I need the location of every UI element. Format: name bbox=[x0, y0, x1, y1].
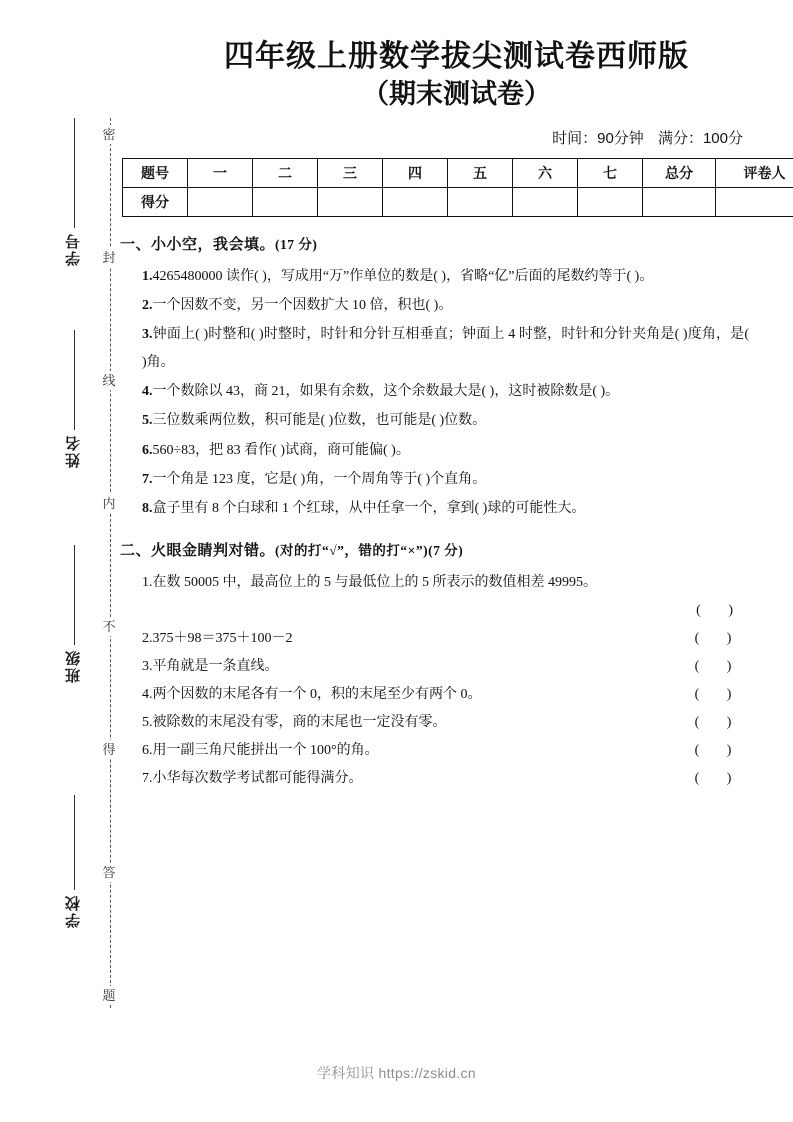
score-table-col-3: 三 bbox=[318, 158, 383, 187]
score-table-head-label: 题号 bbox=[123, 158, 188, 187]
question-text bbox=[142, 737, 689, 765]
seal-char: 内 bbox=[102, 496, 116, 511]
answer-bracket[interactable]: ( ) bbox=[694, 630, 744, 646]
score-cell-7[interactable] bbox=[578, 187, 643, 216]
question-item bbox=[120, 495, 749, 522]
section-true-false bbox=[120, 539, 793, 793]
question-text bbox=[142, 709, 689, 737]
question-text bbox=[142, 681, 689, 709]
true-false-list bbox=[120, 569, 749, 793]
question-number: 4. bbox=[142, 686, 153, 702]
question-text bbox=[142, 765, 689, 793]
answer-bracket[interactable]: ( ) bbox=[694, 658, 744, 674]
question-text: 一个数除以 43，商 21，如果有余数，这个余数最大是( )，这时被除数是( )。 bbox=[152, 384, 620, 400]
section-2-heading: 二、火眼金睛判对错。 bbox=[120, 542, 276, 559]
student-id-field[interactable] bbox=[52, 118, 96, 266]
page-subtitle: （期末测试卷） bbox=[362, 79, 551, 110]
question-body: 两个因数的末尾各有一个 0，积的末尾至少有两个 0。 bbox=[152, 686, 482, 702]
question-number: 5. bbox=[142, 714, 153, 730]
question-number: 1. bbox=[142, 268, 153, 284]
question-number: 3. bbox=[142, 658, 153, 674]
question-text: 560÷83，把 83 看作( )试商，商可能偏( )。 bbox=[152, 442, 410, 458]
score-table bbox=[122, 158, 793, 217]
score-table-score-label: 得分 bbox=[123, 187, 188, 216]
seal-char: 封 bbox=[102, 250, 116, 265]
section-fill-in-blanks bbox=[120, 233, 793, 523]
question-item bbox=[120, 437, 749, 464]
question-number: 7. bbox=[142, 770, 153, 786]
question-body: 小华每次数学考试都可能得满分。 bbox=[152, 770, 363, 786]
question-text: 一个角是 123 度，它是( )角，一个周角等于( )个直角。 bbox=[152, 471, 487, 487]
seal-character-column bbox=[97, 125, 121, 1005]
question-text: 在数 50005 中，最高位上的 5 与最低位上的 5 所表示的数值相差 49995。 bbox=[152, 574, 597, 590]
student-name-field[interactable] bbox=[52, 330, 96, 468]
question-item bbox=[120, 378, 749, 405]
class-label: 班级 bbox=[65, 649, 82, 683]
list-item bbox=[120, 709, 749, 737]
table-row-scores bbox=[123, 187, 793, 216]
question-body: 平角就是一条直线。 bbox=[152, 658, 279, 674]
score-cell-6[interactable] bbox=[513, 187, 578, 216]
student-id-write-rule bbox=[74, 118, 75, 228]
section-1-title bbox=[120, 233, 749, 254]
score-cell-2[interactable] bbox=[253, 187, 318, 216]
question-body: 被除数的末尾没有零，商的末尾也一定没有零。 bbox=[152, 714, 447, 730]
list-item bbox=[120, 765, 749, 793]
score-table-col-1: 一 bbox=[188, 158, 253, 187]
answer-bracket[interactable]: ( ) bbox=[694, 686, 744, 702]
score-table-total-label: 总分 bbox=[643, 158, 716, 187]
score-table-col-6: 六 bbox=[513, 158, 578, 187]
question-number: 6. bbox=[142, 742, 153, 758]
seal-char: 线 bbox=[102, 373, 116, 388]
student-name-label: 姓名 bbox=[65, 434, 82, 468]
class-write-rule bbox=[74, 545, 75, 645]
question-number: 4. bbox=[142, 384, 153, 400]
question-number: 3. bbox=[142, 327, 153, 343]
question-body: 用一副三角尺能拼出一个 100°的角。 bbox=[152, 742, 379, 758]
question-text: 4265480000 读作( )，写成用“万”作单位的数是( )，省略“亿”后面的尾数约等于( )。 bbox=[152, 268, 654, 284]
seal-char: 得 bbox=[102, 742, 116, 757]
page-title: 四年级上册数学拔尖测试卷西师版 bbox=[224, 40, 689, 73]
seal-char: 题 bbox=[102, 988, 116, 1003]
question-item bbox=[120, 292, 749, 319]
score-table-wrapper bbox=[120, 158, 793, 217]
list-item bbox=[120, 681, 749, 709]
score-cell-rater[interactable] bbox=[716, 187, 793, 216]
seal-margin-area bbox=[0, 0, 120, 1122]
score-cell-3[interactable] bbox=[318, 187, 383, 216]
question-item bbox=[120, 321, 749, 376]
student-name-write-rule bbox=[74, 330, 75, 430]
question-number: 2. bbox=[142, 298, 153, 314]
question-text: 三位数乘两位数，积可能是( )位数，也可能是( )位数。 bbox=[152, 413, 487, 429]
exam-paper-body bbox=[120, 0, 793, 1122]
score-table-col-7: 七 bbox=[578, 158, 643, 187]
question-number: 7. bbox=[142, 471, 153, 487]
section-2-title bbox=[120, 539, 749, 560]
footer-watermark: 学科知识 https://zskid.cn bbox=[317, 1065, 476, 1081]
section-2-points: (对的打“√”，错的打“×”)(7 分) bbox=[275, 542, 464, 558]
student-id-label: 学号 bbox=[65, 232, 82, 266]
seal-char: 不 bbox=[102, 619, 116, 634]
seal-char: 答 bbox=[102, 865, 116, 880]
list-item bbox=[120, 737, 749, 765]
list-item bbox=[120, 625, 749, 653]
answer-bracket[interactable]: ( ) bbox=[694, 770, 744, 786]
answer-bracket[interactable]: ( ) bbox=[696, 602, 745, 618]
question-item bbox=[120, 407, 749, 434]
section-1-heading: 一、小小空，我会填。 bbox=[120, 236, 276, 253]
class-field[interactable] bbox=[52, 545, 96, 683]
score-cell-5[interactable] bbox=[448, 187, 513, 216]
question-number: 6. bbox=[142, 442, 153, 458]
list-item bbox=[120, 653, 749, 681]
question-number: 5. bbox=[142, 413, 153, 429]
score-table-col-4: 四 bbox=[383, 158, 448, 187]
score-cell-4[interactable] bbox=[383, 187, 448, 216]
school-write-rule bbox=[74, 795, 75, 890]
table-row-header bbox=[123, 158, 793, 187]
question-text bbox=[142, 653, 689, 681]
school-field[interactable] bbox=[52, 795, 96, 928]
question-text: 一个因数不变，另一个因数扩大 10 倍，积也( )。 bbox=[152, 298, 453, 314]
question-body: 375＋98＝375＋100－2 bbox=[152, 630, 293, 646]
question-number: 1. bbox=[142, 574, 153, 590]
question-item bbox=[120, 263, 749, 290]
question-item bbox=[120, 466, 749, 493]
paper-title-block bbox=[120, 0, 793, 113]
question-text: 钟面上( )时整和( )时整时，时针和分针互相垂直；钟面上 4 时整，时针和分针夹角是( )度角，是( )角。 bbox=[142, 327, 749, 370]
question-number: 2. bbox=[142, 630, 153, 646]
score-table-col-2: 二 bbox=[253, 158, 318, 187]
exam-meta-line bbox=[120, 127, 793, 148]
score-table-col-5: 五 bbox=[448, 158, 513, 187]
exam-duration-label: 时间：90分钟 bbox=[552, 129, 644, 147]
section-1-points: (17 分) bbox=[275, 236, 318, 252]
answer-bracket[interactable]: ( ) bbox=[694, 742, 744, 758]
question-number: 8. bbox=[142, 501, 153, 517]
question-text bbox=[142, 625, 689, 653]
answer-bracket[interactable]: ( ) bbox=[694, 714, 744, 730]
score-cell-total[interactable] bbox=[643, 187, 716, 216]
school-label: 学校 bbox=[65, 894, 82, 928]
question-text: 盒子里有 8 个白球和 1 个红球，从中任拿一个，拿到( )球的可能性大。 bbox=[152, 501, 586, 517]
seal-char: 密 bbox=[102, 127, 116, 142]
score-table-rater-label: 评卷人 bbox=[716, 158, 793, 187]
score-cell-1[interactable] bbox=[188, 187, 253, 216]
exam-total-score-label: 满分：100分 bbox=[657, 129, 743, 147]
list-item bbox=[120, 569, 749, 625]
